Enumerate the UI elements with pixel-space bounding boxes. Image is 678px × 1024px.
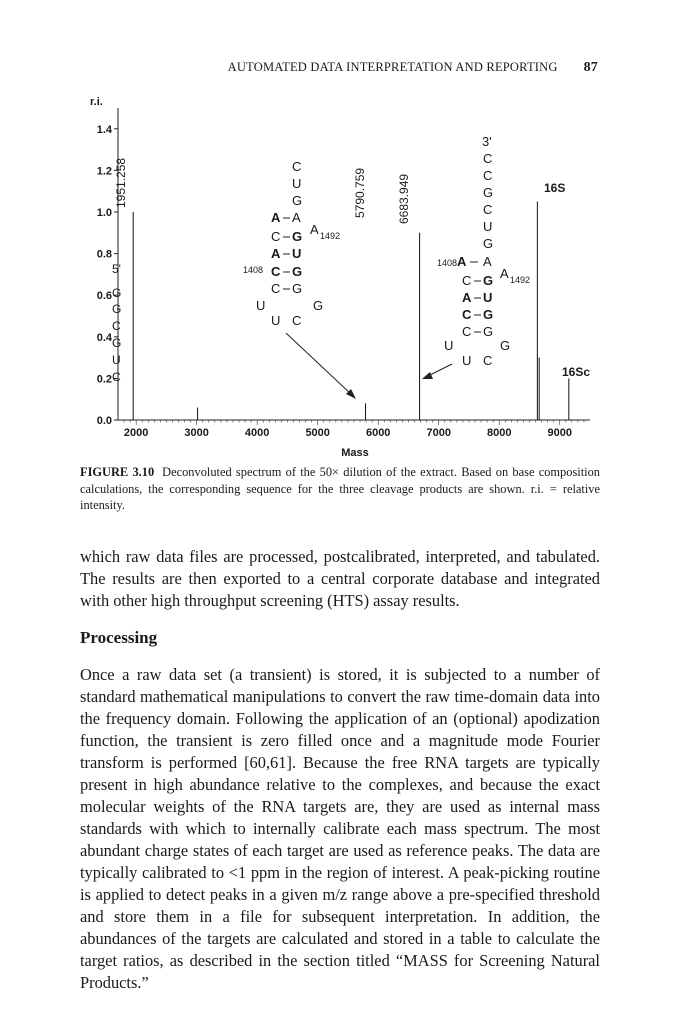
h2-bulge-g: G — [500, 338, 511, 353]
h1-top: C — [292, 159, 302, 174]
seq-letter: G — [112, 302, 122, 316]
x-tick-label: 5000 — [305, 427, 330, 439]
h2-a1492-sub: 1492 — [510, 275, 531, 285]
h1-pair3-r: U — [292, 246, 302, 261]
y-tick-label: 1.2 — [96, 165, 112, 178]
h2-3prime: 3' — [482, 134, 492, 149]
x-tick-label: 4000 — [244, 427, 270, 439]
h2-pair4-r: G — [483, 307, 494, 322]
peak-label-16sc: 16Sc — [562, 365, 591, 379]
x-tick-label: 9000 — [547, 427, 572, 439]
h1-pair2-l: C — [271, 229, 281, 244]
x-ticks — [124, 420, 584, 439]
h1-a1492-sub: 1492 — [320, 231, 341, 241]
h2-loop-u: U — [462, 353, 472, 368]
x-axis-label: Mass — [341, 447, 369, 459]
paragraph-1: which raw data files are processed, postcalibrated, interpreted, and tabulated. The results are then exported to a central corporate database and integrated with other high throughput screening (HTS) assay results. — [80, 547, 600, 610]
mass-spectrum-figure — [0, 80, 678, 460]
x-tick-label: 7000 — [426, 427, 451, 439]
sequence-1951 — [112, 262, 121, 384]
h2-pair2-r: G — [483, 273, 494, 288]
hairpin-5790 — [243, 159, 340, 328]
h2-n1408: 1408 — [437, 258, 458, 268]
h2-top: C — [483, 151, 493, 166]
h1-bulge-g: G — [313, 298, 324, 313]
h1-loop-u: U — [271, 313, 281, 328]
h2-pair5-r: G — [483, 324, 494, 339]
seq-letter: U — [112, 353, 121, 367]
arrow-h2 — [428, 364, 452, 376]
h1-n1408: 1408 — [243, 265, 264, 275]
x-tick-label: 2000 — [123, 427, 149, 439]
peak-label-5790: 5790.759 — [353, 167, 367, 218]
y-tick-label: 0.0 — [96, 415, 112, 427]
h2-bulge-u: U — [444, 338, 454, 353]
h2-top: C — [483, 168, 493, 183]
figure-caption — [80, 464, 600, 514]
h2-loop-c: C — [483, 353, 493, 368]
arrow-h1 — [286, 333, 352, 395]
h2-pair3-r: U — [483, 290, 493, 305]
h1-pair2-r: G — [292, 229, 303, 244]
seq-letter: C — [112, 370, 121, 384]
h2-a-right: A — [483, 254, 492, 269]
spectrum-peaks — [133, 202, 569, 420]
seq-letter: G — [112, 336, 122, 350]
seq-letter: C — [112, 319, 121, 333]
h2-pair4-l: C — [462, 307, 472, 322]
y-tick-label: 0.8 — [96, 248, 112, 261]
h2-a-left: A — [457, 254, 467, 269]
peak-label-16s: 16S — [544, 181, 566, 195]
h1-a1492: A — [310, 222, 319, 237]
running-head — [0, 60, 598, 76]
y-tick-label: 1.0 — [96, 207, 112, 219]
h1-loop-c: C — [292, 313, 302, 328]
page-number: 87 — [583, 60, 598, 75]
seq-letter: G — [112, 286, 122, 300]
h2-top: U — [483, 219, 493, 234]
h2-a1492: A — [500, 266, 509, 281]
peak-label-1951: 1951.258 — [114, 157, 128, 208]
x-tick-label: 8000 — [486, 427, 512, 439]
y-axis-label: r.i. — [90, 96, 103, 108]
h1-top: U — [292, 176, 302, 191]
arrowhead-h2 — [422, 372, 433, 379]
h1-bulge-u: U — [256, 298, 266, 313]
h2-pair5-l: C — [462, 324, 472, 339]
h2-top: G — [483, 185, 494, 200]
h1-a-left: A — [271, 210, 281, 225]
h2-top: C — [483, 202, 493, 217]
h1-top: G — [292, 193, 303, 208]
h1-pair3-l: A — [271, 246, 281, 261]
caption-text: Deconvoluted spectrum of the 50× dilution of the extract. Based on base composition calculations, the corresponding sequence for the three cleavage products are shown. r.i. = relative intensity. — [80, 465, 600, 512]
y-tick-label: 0.2 — [96, 373, 112, 386]
h2-pair2-l: C — [462, 273, 472, 288]
h1-pair4-l: C — [271, 264, 281, 279]
h1-pair5-l: C — [271, 281, 281, 296]
h2-pair3-l: A — [462, 290, 472, 305]
y-tick-label: 1.4 — [96, 123, 112, 136]
h1-a-right: A — [292, 210, 301, 225]
y-tick-label: 0.6 — [96, 290, 112, 303]
peak-label-6683: 6683.949 — [397, 173, 411, 224]
h2-top: G — [483, 236, 494, 251]
y-tick-label: 0.4 — [96, 331, 112, 344]
section-heading: Processing — [80, 628, 158, 647]
running-title: AUTOMATED DATA INTERPRETATION AND REPORTING — [227, 60, 558, 74]
seq-letter: 5' — [112, 262, 121, 276]
hairpin-6683 — [437, 134, 530, 368]
x-tick-label: 3000 — [184, 427, 209, 439]
h1-pair5-r: G — [292, 281, 303, 296]
caption-label: FIGURE 3.10 — [80, 465, 155, 479]
x-tick-label: 6000 — [365, 427, 391, 439]
h1-pair4-r: G — [292, 264, 303, 279]
paragraph-2: Once a raw data set (a transient) is stored, it is subjected to a number of standard mathematical manipulations to convert the raw time-domain data into the frequency domain. Following the application of an (optional) apodization function, the transient is zero filled once and a magnitude mode Fourier transform is performed [60,61]. Because the free RNA targets are typically present in high abundance relative to the complexes, and because the exact molecular weights of the RNA targets are, they are used as internal mass standards with which to internally calibrate each mass spectrum. The most abundant charge states of each target are used as reference peaks. The data are typically calibrated to <1 ppm in the region of interest. A peak-picking routine is applied to detect peaks in a given m/z range above a pre-specified threshold and store them in a file for subsequent interpretation. In addition, the abundances of the targets are calculated and stored in a table to calculate the target ratios, as described in the section titled “MASS for Screening Natural Products.” — [80, 665, 600, 992]
